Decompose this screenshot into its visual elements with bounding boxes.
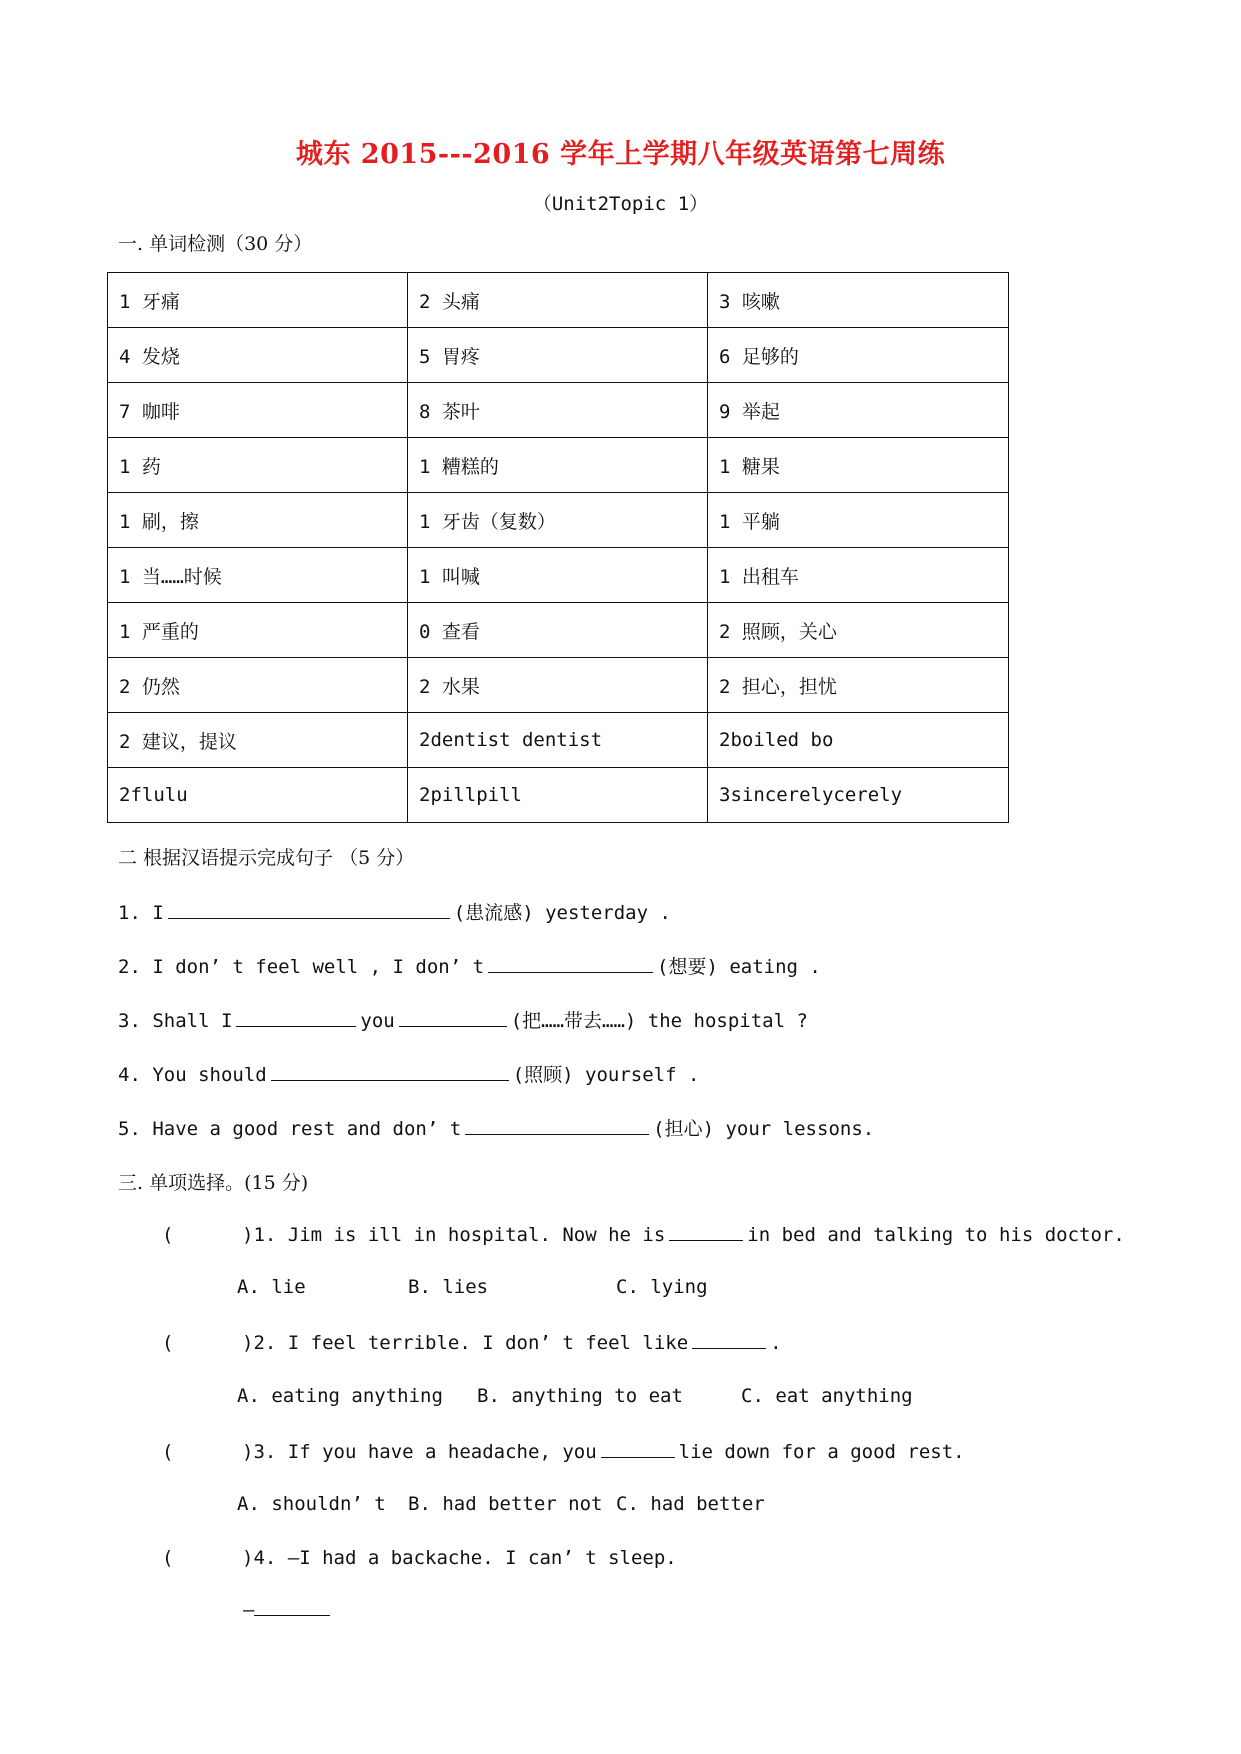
vocab-cell[interactable]: 3sincerelycerely xyxy=(708,768,1009,823)
vocab-cell[interactable]: 2 水果 xyxy=(408,658,708,713)
sentence-hint: (患流感) yesterday . xyxy=(453,902,671,924)
question-text-end: in bed and talking to his doctor. xyxy=(747,1224,1125,1246)
option-c[interactable]: C. had better xyxy=(616,1493,765,1515)
answer-blank[interactable] xyxy=(236,1008,356,1027)
vocab-row xyxy=(108,658,1009,713)
question-number: )4. xyxy=(242,1547,277,1569)
answer-blank[interactable] xyxy=(168,900,450,919)
answer-blank xyxy=(692,1330,766,1349)
option-b[interactable]: B. had better not xyxy=(408,1493,603,1515)
sentence-3 xyxy=(118,1006,808,1033)
vocab-cell[interactable]: 1 出租车 xyxy=(708,548,1009,603)
sentence-text: 3. Shall I xyxy=(118,1010,233,1032)
vocab-cell[interactable]: 7 咖啡 xyxy=(108,383,408,438)
vocab-cell[interactable]: 1 糖果 xyxy=(708,438,1009,493)
options-3 xyxy=(237,1493,765,1515)
options-2 xyxy=(237,1385,913,1407)
vocab-cell[interactable]: 0 查看 xyxy=(408,603,708,658)
option-a[interactable]: A. eating anything xyxy=(237,1385,443,1407)
sentence-text: 5. Have a good rest and don’ t xyxy=(118,1118,462,1140)
vocab-cell[interactable]: 2boiled bo xyxy=(708,713,1009,768)
option-c[interactable]: C. lying xyxy=(616,1276,708,1298)
vocab-cell[interactable]: 2flulu xyxy=(108,768,408,823)
vocab-row xyxy=(108,768,1009,823)
question-text: —I had a backache. I can’ t sleep. xyxy=(287,1547,677,1569)
answer-blank[interactable] xyxy=(465,1116,649,1135)
answer-blank xyxy=(669,1222,743,1241)
question-number: )3. xyxy=(242,1441,277,1463)
question-1 xyxy=(162,1222,1125,1246)
options-1 xyxy=(237,1276,708,1298)
sentence-hint: (担心) your lessons. xyxy=(653,1118,875,1140)
answer-paren[interactable]: ( xyxy=(162,1547,174,1569)
vocab-cell[interactable]: 2 照顾，关心 xyxy=(708,603,1009,658)
answer-paren[interactable]: ( xyxy=(162,1441,174,1463)
question-text-end: lie down for a good rest. xyxy=(678,1441,965,1463)
option-b[interactable]: B. lies xyxy=(408,1276,489,1298)
vocab-cell[interactable]: 1 平躺 xyxy=(708,493,1009,548)
vocab-cell[interactable]: 1 严重的 xyxy=(108,603,408,658)
question-number: )2. xyxy=(242,1332,277,1354)
question-text: If you have a headache, you xyxy=(287,1441,597,1463)
answer-blank[interactable] xyxy=(271,1062,509,1081)
vocab-cell[interactable]: 5 胃疼 xyxy=(408,328,708,383)
answer-blank[interactable] xyxy=(254,1597,330,1616)
vocab-cell[interactable]: 2 建议，提议 xyxy=(108,713,408,768)
vocab-row xyxy=(108,713,1009,768)
option-b[interactable]: B. anything to eat xyxy=(477,1385,683,1407)
vocab-row xyxy=(108,383,1009,438)
answer-blank xyxy=(601,1439,675,1458)
sentence-4 xyxy=(118,1060,699,1087)
vocab-cell[interactable]: 1 药 xyxy=(108,438,408,493)
sentence-mid: you xyxy=(360,1010,395,1032)
section3-heading: 三. 单项选择。(15 分) xyxy=(118,1172,309,1194)
vocab-cell[interactable]: 6 足够的 xyxy=(708,328,1009,383)
vocab-cell[interactable]: 2 头痛 xyxy=(408,273,708,328)
question-text: I feel terrible. I don’ t feel like xyxy=(287,1332,689,1354)
vocab-cell[interactable]: 1 刷，擦 xyxy=(108,493,408,548)
answer-blank[interactable] xyxy=(399,1008,507,1027)
vocab-cell[interactable]: 1 当……时候 xyxy=(108,548,408,603)
vocab-cell[interactable]: 1 叫喊 xyxy=(408,548,708,603)
sentence-2 xyxy=(118,952,821,979)
question-number: )1. xyxy=(242,1224,277,1246)
vocab-cell[interactable]: 2 担心，担忧 xyxy=(708,658,1009,713)
vocab-row xyxy=(108,493,1009,548)
vocab-row xyxy=(108,328,1009,383)
page-title: 城东 2015---2016 学年上学期八年级英语第七周练 xyxy=(295,139,946,170)
vocab-cell[interactable]: 2 仍然 xyxy=(108,658,408,713)
vocab-row xyxy=(108,438,1009,493)
section2-heading: 二 根据汉语提示完成句子 （5 分） xyxy=(118,847,415,869)
question-text-end: . xyxy=(770,1332,782,1354)
option-a[interactable]: A. shouldn’ t xyxy=(237,1493,386,1515)
answer-blank[interactable] xyxy=(488,954,653,973)
sentence-text: 2. I don’ t feel well , I don’ t xyxy=(118,956,485,978)
vocab-cell[interactable]: 4 发烧 xyxy=(108,328,408,383)
vocab-cell[interactable]: 8 茶叶 xyxy=(408,383,708,438)
section1-heading: 一. 单词检测（30 分） xyxy=(118,233,313,255)
answer-line-4 xyxy=(243,1597,334,1621)
answer-dash: — xyxy=(243,1599,255,1621)
vocab-cell[interactable]: 3 咳嗽 xyxy=(708,273,1009,328)
vocab-cell[interactable]: 2dentist dentist xyxy=(408,713,708,768)
vocab-cell[interactable]: 1 牙痛 xyxy=(108,273,408,328)
sentence-5 xyxy=(118,1114,874,1141)
question-text: Jim is ill in hospital. Now he is xyxy=(287,1224,666,1246)
sentence-text: 1. I xyxy=(118,902,164,924)
option-c[interactable]: C. eat anything xyxy=(741,1385,913,1407)
sentence-hint: (把……带去……) the hospital ? xyxy=(510,1010,808,1032)
sentence-text: 4. You should xyxy=(118,1064,267,1086)
vocab-cell[interactable]: 9 举起 xyxy=(708,383,1009,438)
vocab-row xyxy=(108,548,1009,603)
vocab-table xyxy=(107,272,1009,823)
answer-paren[interactable]: ( xyxy=(162,1332,174,1354)
option-a[interactable]: A. lie xyxy=(237,1276,306,1298)
vocab-cell[interactable]: 1 糟糕的 xyxy=(408,438,708,493)
vocab-cell[interactable]: 2pillpill xyxy=(408,768,708,823)
sentence-1 xyxy=(118,898,671,925)
vocab-row xyxy=(108,273,1009,328)
sentence-hint: (想要) eating . xyxy=(657,956,821,978)
question-3 xyxy=(162,1439,965,1463)
question-4 xyxy=(162,1547,677,1569)
question-2 xyxy=(162,1330,782,1354)
answer-paren[interactable]: ( xyxy=(162,1224,174,1246)
vocab-cell[interactable]: 1 牙齿（复数） xyxy=(408,493,708,548)
sentence-hint: (照顾) yourself . xyxy=(512,1064,700,1086)
page-subtitle: （Unit2Topic 1） xyxy=(532,193,709,215)
vocab-row xyxy=(108,603,1009,658)
